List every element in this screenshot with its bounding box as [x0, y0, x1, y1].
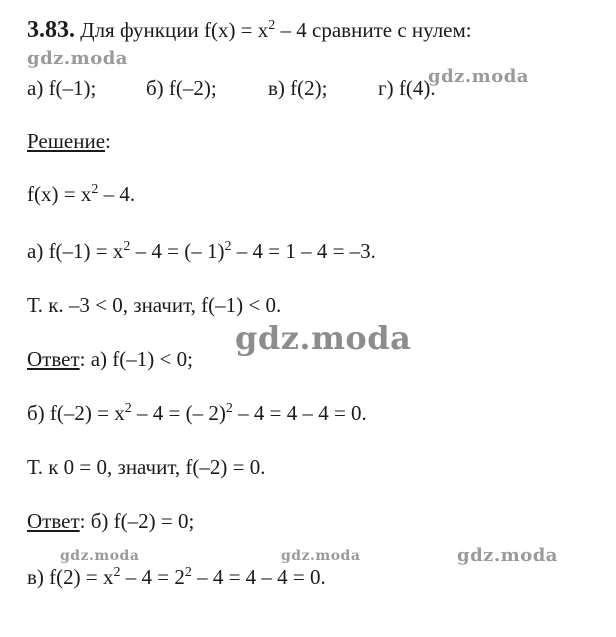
solution-heading-colon: :	[105, 129, 111, 153]
solution-heading-text: Решение	[27, 129, 106, 153]
part-v-exp2: 2	[184, 565, 192, 580]
answer-b-label: Ответ	[27, 509, 80, 533]
part-a-exp1: 2	[123, 239, 131, 254]
option-a: а) f(–1);	[27, 76, 97, 100]
function-definition	[27, 184, 135, 205]
answer-a-label: Ответ	[27, 347, 80, 371]
part-a-pre: а) f(–1) = x	[27, 239, 124, 263]
part-v-exp1: 2	[113, 565, 121, 580]
part-b-calculation	[27, 403, 367, 424]
solution-heading	[27, 131, 111, 152]
answer-a	[27, 349, 193, 370]
task-number: 3.83.	[27, 17, 75, 43]
part-a-exp2: 2	[224, 239, 232, 254]
part-b-mid: – 4 = (– 2)	[131, 401, 226, 425]
task-statement	[27, 18, 472, 42]
part-a-mid: – 4 = (– 1)	[130, 239, 225, 263]
part-b-post: – 4 = 4 – 4 = 0.	[232, 401, 367, 425]
function-post: – 4.	[98, 182, 136, 206]
watermark-bottom-center: gdz.moda	[281, 548, 361, 564]
answer-b-text: : б) f(–2) = 0;	[79, 509, 195, 533]
part-b-exp2: 2	[225, 401, 233, 416]
watermark-bottom-left: gdz.moda	[60, 548, 140, 564]
part-b-conclusion: Т. к 0 = 0, значит, f(–2) = 0.	[27, 455, 266, 479]
part-v-calculation	[27, 567, 326, 588]
watermark-center: gdz.moda	[235, 319, 412, 357]
part-a-conclusion: Т. к. –3 < 0, значит, f(–1) < 0.	[27, 293, 282, 317]
part-a-calculation	[27, 241, 376, 262]
task-text-post: – 4 сравните с нулем:	[275, 18, 472, 42]
answer-b	[27, 511, 194, 532]
part-v-post: – 4 = 4 – 4 = 0.	[191, 565, 326, 589]
task-text-pre: Для функции f(x) = x	[80, 18, 269, 42]
task-text-exponent: 2	[268, 18, 276, 33]
watermark-top-left: gdz.moda	[27, 48, 128, 69]
option-g: г) f(4).	[378, 76, 436, 100]
part-a-post: – 4 = 1 – 4 = –3.	[231, 239, 376, 263]
watermark-bottom-right: gdz.moda	[457, 545, 558, 566]
part-v-pre: в) f(2) = x	[27, 565, 114, 589]
option-b: б) f(–2);	[146, 76, 217, 100]
watermark-top-right: gdz.moda	[428, 66, 529, 87]
part-b-exp1: 2	[124, 401, 132, 416]
function-pre: f(x) = x	[27, 182, 92, 206]
function-exponent: 2	[91, 182, 99, 197]
answer-a-text: : а) f(–1) < 0;	[79, 347, 193, 371]
part-v-mid: – 4 = 2	[120, 565, 185, 589]
part-b-pre: б) f(–2) = x	[27, 401, 125, 425]
option-v: в) f(2);	[268, 76, 328, 100]
